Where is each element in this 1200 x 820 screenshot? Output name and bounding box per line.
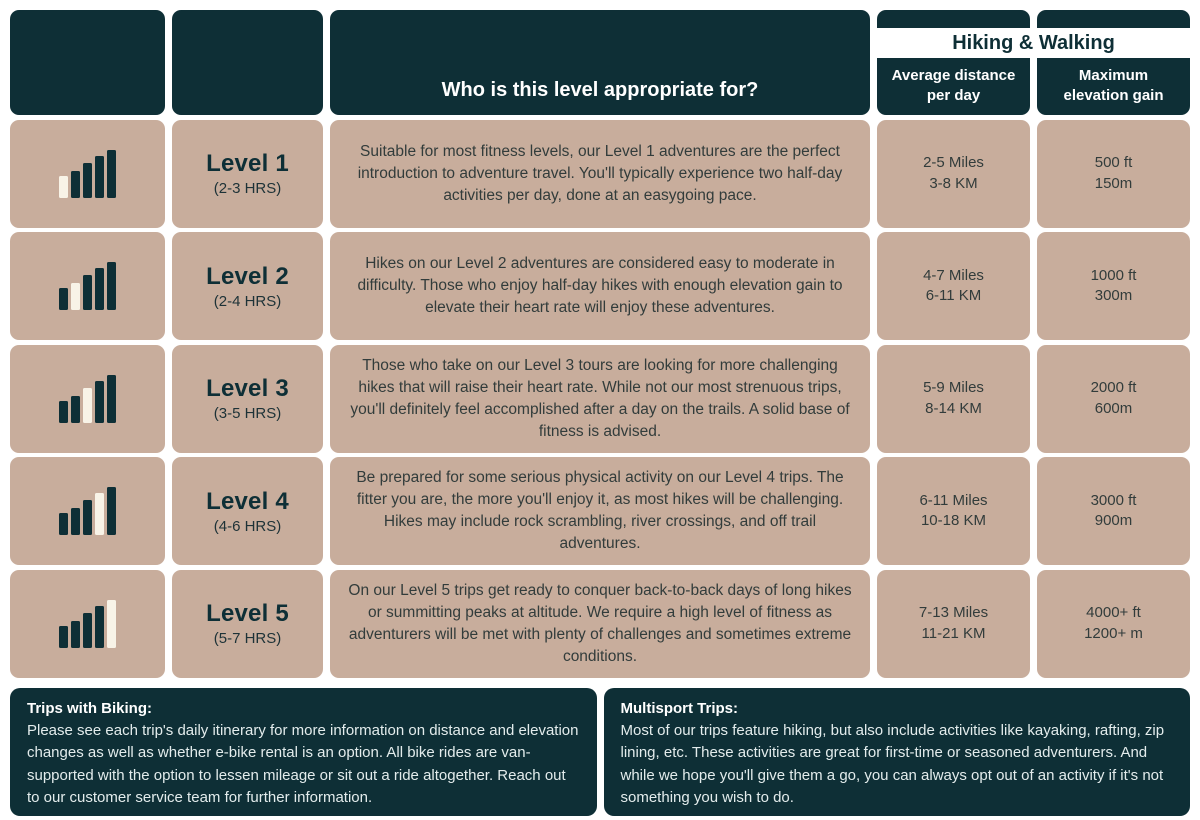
elevation-m: 150m bbox=[1094, 174, 1133, 192]
multisport-note-title: Multisport Trips: bbox=[620, 699, 738, 717]
elevation-ft: 500 ft bbox=[1094, 154, 1133, 172]
level-title: Level 1 bbox=[206, 150, 289, 177]
level-3-elevation-cell bbox=[1037, 345, 1190, 453]
level-1-icon-cell bbox=[10, 120, 165, 228]
level-5-elevation-cell bbox=[1037, 570, 1190, 678]
distance-km: 11-21 KM bbox=[921, 624, 986, 642]
difficulty-bars-icon bbox=[59, 150, 116, 198]
level-hours: (4-6 HRS) bbox=[213, 517, 282, 535]
distance-km: 8-14 KM bbox=[925, 399, 982, 417]
who-title: Who is this level appropriate for? bbox=[441, 79, 759, 101]
level-description: On our Level 5 trips get ready to conquer back-to-back days of long hikes or summitting peaks at altitude. We require a high level of fitness as adventurers will be met with plenty of challenges and sometimes extreme conditions. bbox=[348, 581, 852, 665]
elevation-ft: 2000 ft bbox=[1090, 379, 1137, 397]
level-4-elevation-cell bbox=[1037, 457, 1190, 565]
hiking-walking-band bbox=[877, 28, 1190, 58]
level-1-description-cell bbox=[330, 120, 870, 228]
multisport-note-body: Most of our trips feature hiking, but also include activities like kayaking, rafting, zip lining, etc. These activities are great for first-time or seasoned adventurers. And while we hope you'll give them a go, you can always opt out of an activity if it's not something you wish to do. bbox=[620, 721, 1165, 806]
elevation-column-header: Maximum elevation gain bbox=[1063, 67, 1164, 105]
elevation-m: 600m bbox=[1094, 399, 1133, 417]
distance-km: 6-11 KM bbox=[925, 287, 982, 304]
level-3-distance-cell bbox=[877, 345, 1030, 453]
distance-miles: 7-13 Miles bbox=[918, 604, 989, 622]
elevation-ft: 3000 ft bbox=[1090, 491, 1137, 509]
level-hours: (2-4 HRS) bbox=[213, 292, 282, 310]
level-4-description-cell bbox=[330, 457, 870, 565]
elevation-m: 300m bbox=[1094, 287, 1133, 304]
level-4-label-cell bbox=[172, 457, 323, 565]
level-hours: (5-7 HRS) bbox=[213, 630, 282, 647]
level-5-icon-cell bbox=[10, 570, 165, 678]
level-1-distance-cell bbox=[877, 120, 1030, 228]
multisport-note bbox=[604, 688, 1191, 816]
distance-miles: 5-9 Miles bbox=[923, 379, 984, 397]
distance-km: 10-18 KM bbox=[920, 512, 987, 529]
level-1-elevation-cell bbox=[1037, 120, 1190, 228]
elevation-ft: 1000 ft bbox=[1090, 266, 1137, 284]
elevation-ft: 4000+ ft bbox=[1086, 604, 1141, 622]
level-hours: (3-5 HRS) bbox=[213, 405, 282, 422]
level-title: Level 3 bbox=[206, 375, 289, 402]
level-3-label-cell bbox=[172, 345, 323, 453]
difficulty-bars-icon bbox=[59, 600, 116, 648]
level-2-label-cell bbox=[172, 232, 323, 340]
level-1-label-cell bbox=[172, 120, 323, 228]
header-cell-description bbox=[330, 10, 870, 115]
level-3-description-cell bbox=[330, 345, 870, 453]
level-2-icon-cell bbox=[10, 232, 165, 340]
level-title: Level 4 bbox=[206, 487, 289, 515]
level-description: Those who take on our Level 3 tours are looking for more challenging hikes that will raise their heart rate. While not our most strenuous trips, you'll definitely feel accomplished after a day on the trails. A solid base of fitness is advised. bbox=[350, 356, 850, 440]
header-cell-icon-blank bbox=[10, 10, 165, 115]
distance-miles: 4-7 Miles bbox=[923, 266, 984, 284]
level-2-distance-cell bbox=[877, 232, 1030, 340]
header-cell-elevation bbox=[1037, 10, 1190, 115]
distance-miles: 6-11 Miles bbox=[919, 491, 988, 509]
elevation-m: 900m bbox=[1094, 512, 1133, 529]
header-group-hiking-walking bbox=[877, 10, 1190, 115]
difficulty-bars-icon bbox=[59, 262, 116, 310]
level-2-elevation-cell bbox=[1037, 232, 1190, 340]
distance-column-header: Average distance per day bbox=[891, 67, 1016, 105]
level-description: Be prepared for some serious physical activity on our Level 4 trips. The fitter you are, the more you'll enjoy it, as most hikes will be challenging. Hikes may include rock scrambling, river crossings, and off trail adventures. bbox=[356, 469, 844, 552]
difficulty-bars-icon bbox=[59, 375, 116, 423]
hiking-walking-title: Hiking & Walking bbox=[952, 31, 1115, 54]
level-5-distance-cell bbox=[877, 570, 1030, 678]
level-description: Suitable for most fitness levels, our Level 1 adventures are the perfect introduction to adventure travel. You'll typically experience two half-day activities per day, done at an easygoing pace. bbox=[357, 142, 843, 204]
distance-miles: 2-5 Miles bbox=[923, 154, 984, 172]
biking-note-body: Please see each trip's daily itinerary for more information on distance and elevation changes as well as whether e-bike rental is an option. All bike rides are van-supported with the option to lessen mileage or sit out a ride altogether. Reach out to our customer service team for further information. bbox=[27, 721, 579, 806]
biking-note bbox=[10, 688, 597, 816]
level-5-label-cell bbox=[172, 570, 323, 678]
footer-notes bbox=[10, 688, 1190, 816]
level-hours: (2-3 HRS) bbox=[213, 180, 282, 197]
biking-note-title: Trips with Biking: bbox=[27, 699, 153, 717]
level-description: Hikes on our Level 2 adventures are considered easy to moderate in difficulty. Those who enjoy half-day hikes with enough elevation gain to elevate their heart rate will enjoy these adventures. bbox=[357, 255, 843, 316]
level-4-icon-cell bbox=[10, 457, 165, 565]
header-cell-distance bbox=[877, 10, 1030, 115]
header-cell-level-blank bbox=[172, 10, 323, 115]
levels-table bbox=[10, 10, 1190, 678]
level-title: Level 2 bbox=[206, 262, 289, 290]
difficulty-bars-icon bbox=[59, 487, 116, 535]
level-2-description-cell bbox=[330, 232, 870, 340]
level-5-description-cell bbox=[330, 570, 870, 678]
level-3-icon-cell bbox=[10, 345, 165, 453]
level-title: Level 5 bbox=[206, 600, 289, 627]
elevation-m: 1200+ m bbox=[1084, 624, 1143, 642]
level-4-distance-cell bbox=[877, 457, 1030, 565]
distance-km: 3-8 KM bbox=[929, 174, 978, 192]
